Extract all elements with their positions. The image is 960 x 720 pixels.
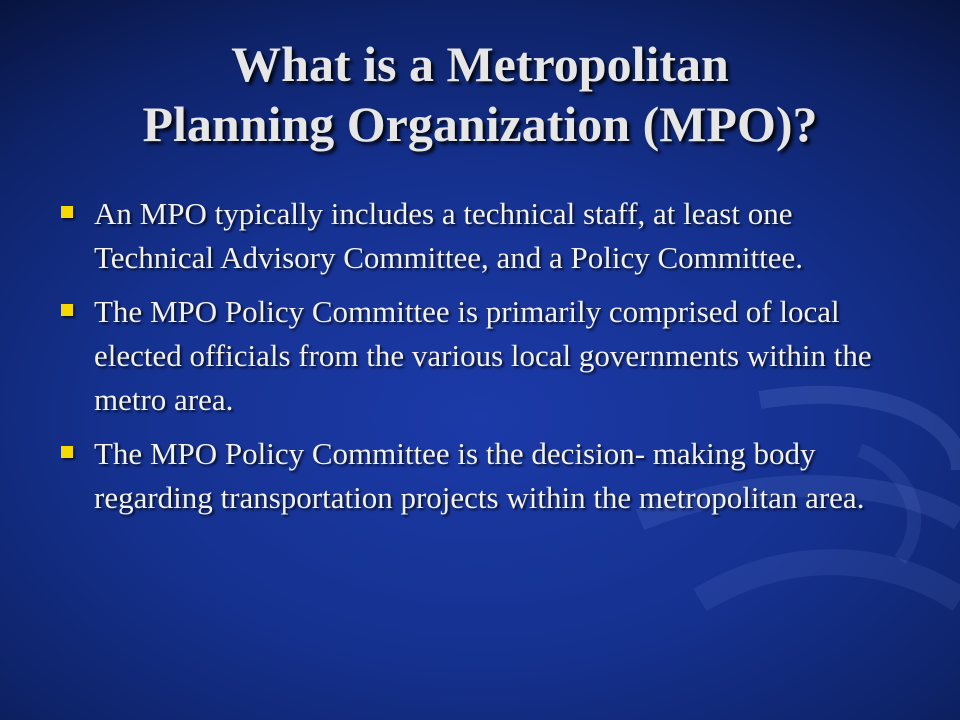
bullet-text-3: The MPO Policy Committee is the decision- making body regarding transportation projects within the metropolitan area.	[94, 436, 865, 515]
bullet-item-3	[58, 432, 918, 520]
slide-title	[40, 34, 920, 154]
slide-title-line-1: What is a Metropolitan	[231, 36, 729, 92]
square-bullet-icon	[61, 446, 73, 458]
square-bullet-icon	[61, 206, 73, 218]
bullet-text-1: An MPO typically includes a technical staff, at least one Technical Advisory Committee, and a Policy Committee.	[94, 196, 803, 275]
bullet-list	[58, 192, 918, 530]
bullet-item-2	[58, 290, 918, 422]
bullet-text-2: The MPO Policy Committee is primarily comprised of local elected officials from the various local governments within the metro area.	[94, 294, 872, 417]
square-bullet-icon	[61, 304, 73, 316]
bullet-item-1	[58, 192, 918, 280]
slide-title-line-2: Planning Organization (MPO)?	[142, 96, 818, 152]
